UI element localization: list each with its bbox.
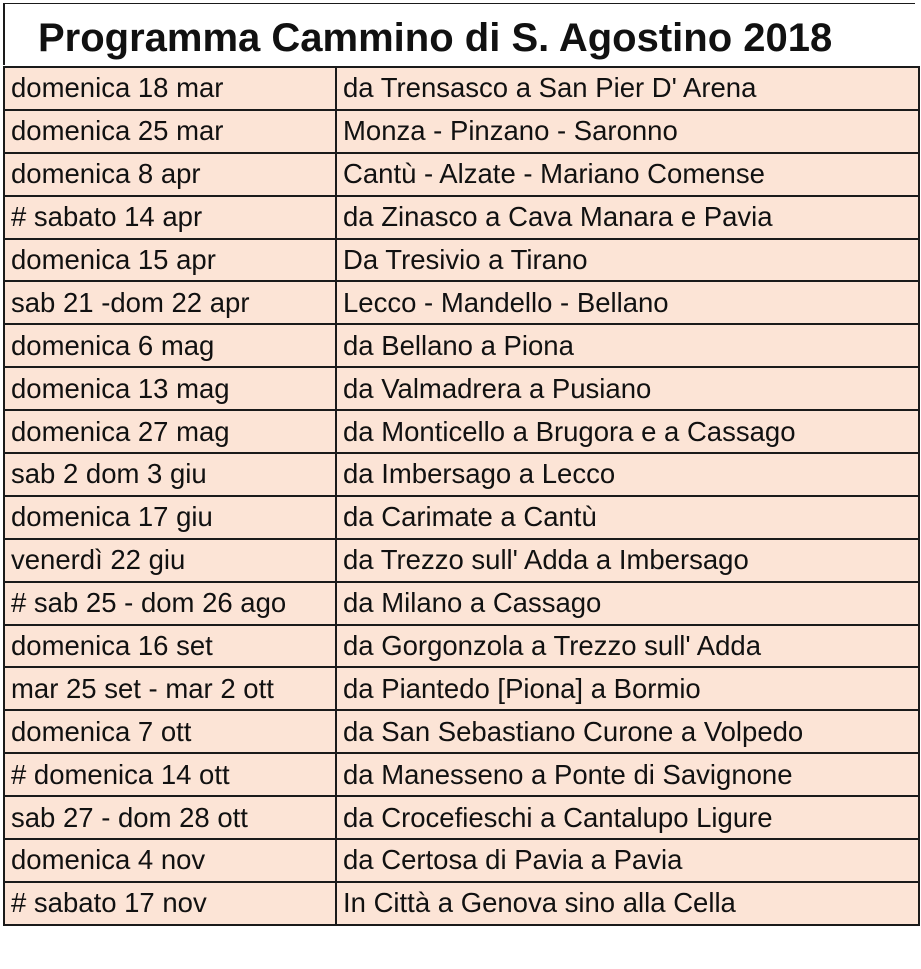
table-row	[4, 281, 919, 324]
table-row	[4, 839, 919, 882]
page-title: Programma Cammino di S. Agostino 2018	[38, 16, 833, 60]
route-cell: Da Tresivio a Tirano	[336, 239, 919, 282]
date-cell: # sab 25 - dom 26 ago	[4, 582, 336, 625]
schedule-table-body	[4, 67, 919, 925]
route-cell: da Monticello a Brugora e a Cassago	[336, 410, 919, 453]
table-row	[4, 496, 919, 539]
table-row	[4, 196, 919, 239]
table-row	[4, 625, 919, 668]
route-cell: da Gorgonzola a Trezzo sull' Adda	[336, 625, 919, 668]
table-row	[4, 667, 919, 710]
table-row	[4, 324, 919, 367]
table-row	[4, 753, 919, 796]
table-row	[4, 453, 919, 496]
date-cell: sab 27 - dom 28 ott	[4, 796, 336, 839]
table-row	[4, 710, 919, 753]
route-cell: da Piantedo [Piona] a Bormio	[336, 667, 919, 710]
date-cell: domenica 25 mar	[4, 110, 336, 153]
title-box	[3, 3, 915, 65]
date-cell: domenica 17 giu	[4, 496, 336, 539]
table-row	[4, 796, 919, 839]
date-cell: venerdì 22 giu	[4, 539, 336, 582]
table-row	[4, 67, 919, 110]
table-row	[4, 882, 919, 925]
date-cell: domenica 8 apr	[4, 153, 336, 196]
route-cell: da San Sebastiano Curone a Volpedo	[336, 710, 919, 753]
date-cell: domenica 27 mag	[4, 410, 336, 453]
route-cell: da Milano a Cassago	[336, 582, 919, 625]
date-cell: domenica 16 set	[4, 625, 336, 668]
route-cell: da Imbersago a Lecco	[336, 453, 919, 496]
table-row	[4, 110, 919, 153]
route-cell: da Certosa di Pavia a Pavia	[336, 839, 919, 882]
route-cell: Cantù - Alzate - Mariano Comense	[336, 153, 919, 196]
route-cell: da Bellano a Piona	[336, 324, 919, 367]
route-cell: da Trezzo sull' Adda a Imbersago	[336, 539, 919, 582]
route-cell: da Trensasco a San Pier D' Arena	[336, 67, 919, 110]
date-cell: sab 21 -dom 22 apr	[4, 281, 336, 324]
date-cell: domenica 13 mag	[4, 367, 336, 410]
route-cell: Lecco - Mandello - Bellano	[336, 281, 919, 324]
date-cell: mar 25 set - mar 2 ott	[4, 667, 336, 710]
table-row	[4, 153, 919, 196]
date-cell: sab 2 dom 3 giu	[4, 453, 336, 496]
date-cell: # sabato 14 apr	[4, 196, 336, 239]
table-row	[4, 367, 919, 410]
table-row	[4, 582, 919, 625]
date-cell: domenica 7 ott	[4, 710, 336, 753]
date-cell: domenica 4 nov	[4, 839, 336, 882]
date-cell: # sabato 17 nov	[4, 882, 336, 925]
route-cell: Monza - Pinzano - Saronno	[336, 110, 919, 153]
table-row	[4, 239, 919, 282]
schedule-table	[3, 66, 920, 926]
date-cell: # domenica 14 ott	[4, 753, 336, 796]
route-cell: In Città a Genova sino alla Cella	[336, 882, 919, 925]
date-cell: domenica 6 mag	[4, 324, 336, 367]
route-cell: da Carimate a Cantù	[336, 496, 919, 539]
route-cell: da Valmadrera a Pusiano	[336, 367, 919, 410]
table-row	[4, 539, 919, 582]
table-row	[4, 410, 919, 453]
route-cell: da Crocefieschi a Cantalupo Ligure	[336, 796, 919, 839]
route-cell: da Zinasco a Cava Manara e Pavia	[336, 196, 919, 239]
route-cell: da Manesseno a Ponte di Savignone	[336, 753, 919, 796]
date-cell: domenica 18 mar	[4, 67, 336, 110]
date-cell: domenica 15 apr	[4, 239, 336, 282]
